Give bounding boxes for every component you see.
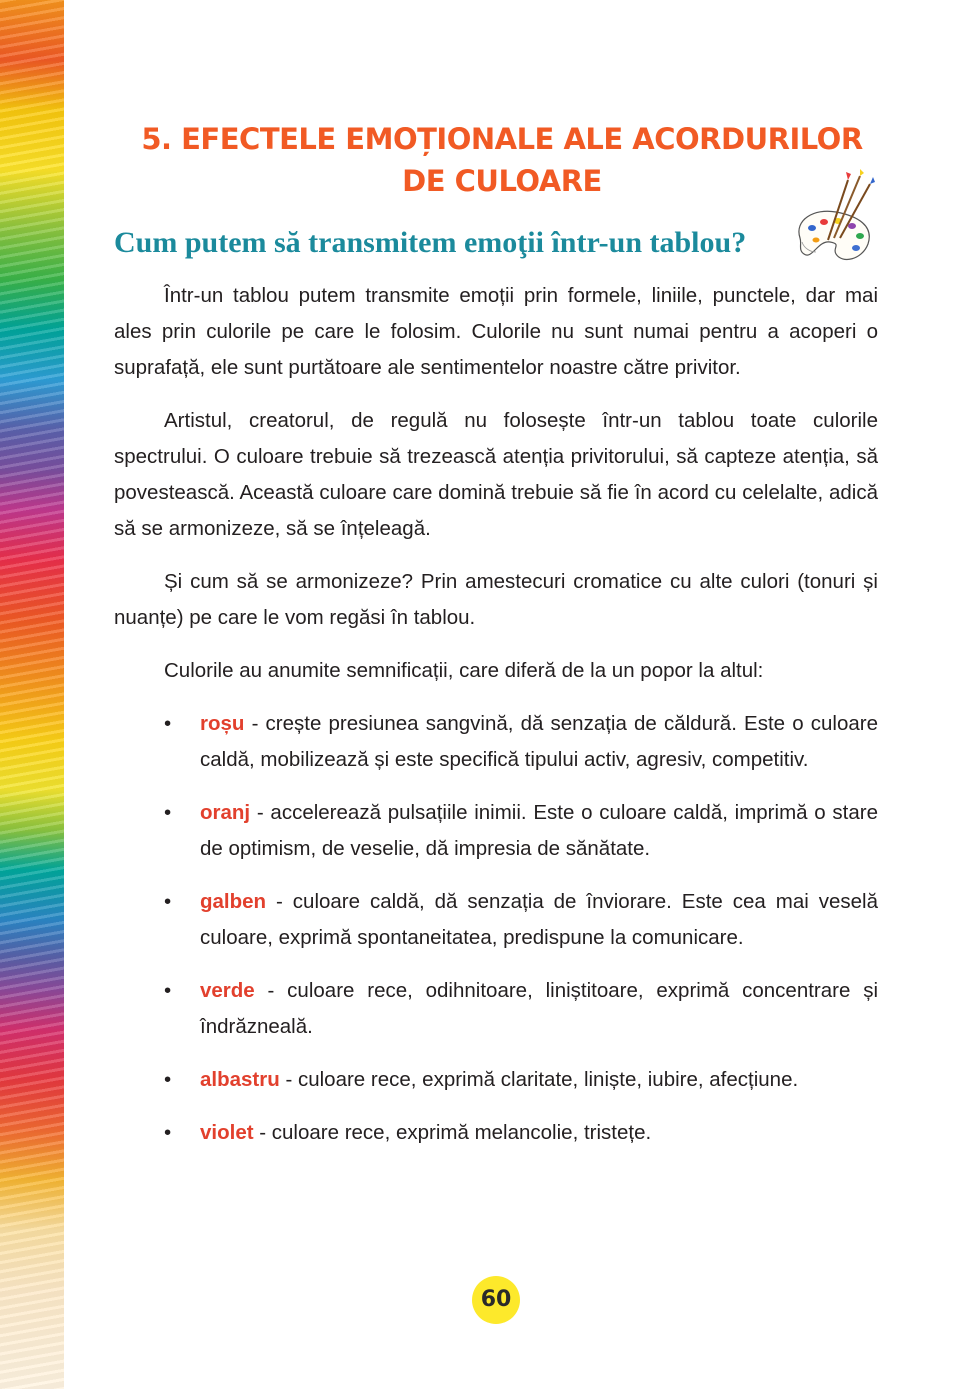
color-description: - culoare rece, odihnitoare, liniștitoare, exprimă concentrare și îndrăzneală. [200,979,878,1038]
paragraph-intro: Într-un tablou putem transmite emoții prin formele, liniile, punctele, dar mai ales prin culorile pe care le folosim. Culorile nu sunt numai pentru a acoperi o suprafață, ele sunt purtătoare ale sentimentelor noastre către privitor. [114,284,878,379]
bullet-icon: • [164,979,172,1002]
bullet-icon: • [164,1121,172,1144]
color-description: - culoare rece, exprimă claritate, liniște, iubire, afecțiune. [279,1068,799,1091]
body-text [114,278,878,1168]
color-description: - accelerează pulsațiile inimii. Este o culoare caldă, imprimă o stare de optimism, de veselie, dă impresia de sănătate. [200,801,878,860]
paragraph-harmony: Și cum să se armonizeze? Prin amestecuri cromatice cu alte culori (tonuri și nuanțe) pe care le vom regăsi în tablou. [114,570,878,629]
list-item-violet [114,1115,878,1151]
paint-palette-icon [790,168,880,272]
color-term: violet [200,1121,254,1144]
paragraph-artist: Artistul, creatorul, de regulă nu folosește într-un tablou toate culorile spectrului. O culoare trebuie să trezească atenția privitorului, să capteze atenția, să povestească. Această culoare care domină trebuie să fie în acord cu celelalte, adică să se armonizeze, să se înțeleagă. [114,409,878,540]
color-term: verde [200,979,255,1002]
rainbow-side-strip [0,0,64,1389]
list-item-rosu [114,706,878,778]
list-item-verde [114,973,878,1045]
list-item-galben [114,884,878,956]
chapter-title-line-2: DE CULOARE [402,164,602,198]
page-number-badge: 60 [472,1276,520,1324]
color-description: - crește presiunea sangvină, dă senzația de căldură. Este o culoare caldă, mobilizează și este specifică tipului activ, agresiv, competitiv. [200,712,878,771]
paragraph-meanings-intro: Culorile au anumite semnificații, care diferă de la un popor la altul: [164,659,764,682]
bullet-icon: • [164,890,172,913]
bullet-icon: • [164,712,172,735]
color-description: - culoare caldă, dă senzația de înviorare. Este cea mai veselă culoare, exprimă spontaneitatea, predispune la comunicare. [200,890,878,949]
color-description: - culoare rece, exprimă melancolie, tristețe. [253,1121,652,1144]
color-meanings-list [114,706,878,1151]
chapter-title-line-1: 5. EFECTELE EMOȚIONALE ALE ACORDURILOR [141,122,863,156]
section-heading: Cum putem să transmitem emoţii într-un tablou? [114,226,747,259]
color-term: roșu [200,712,245,735]
color-term: galben [200,890,267,913]
list-item-oranj [114,795,878,867]
color-term: oranj [200,801,251,824]
color-term: albastru [200,1068,280,1091]
chapter-title [100,118,904,202]
list-item-albastru [114,1062,878,1098]
bullet-icon: • [164,1068,172,1091]
bullet-icon: • [164,801,172,824]
